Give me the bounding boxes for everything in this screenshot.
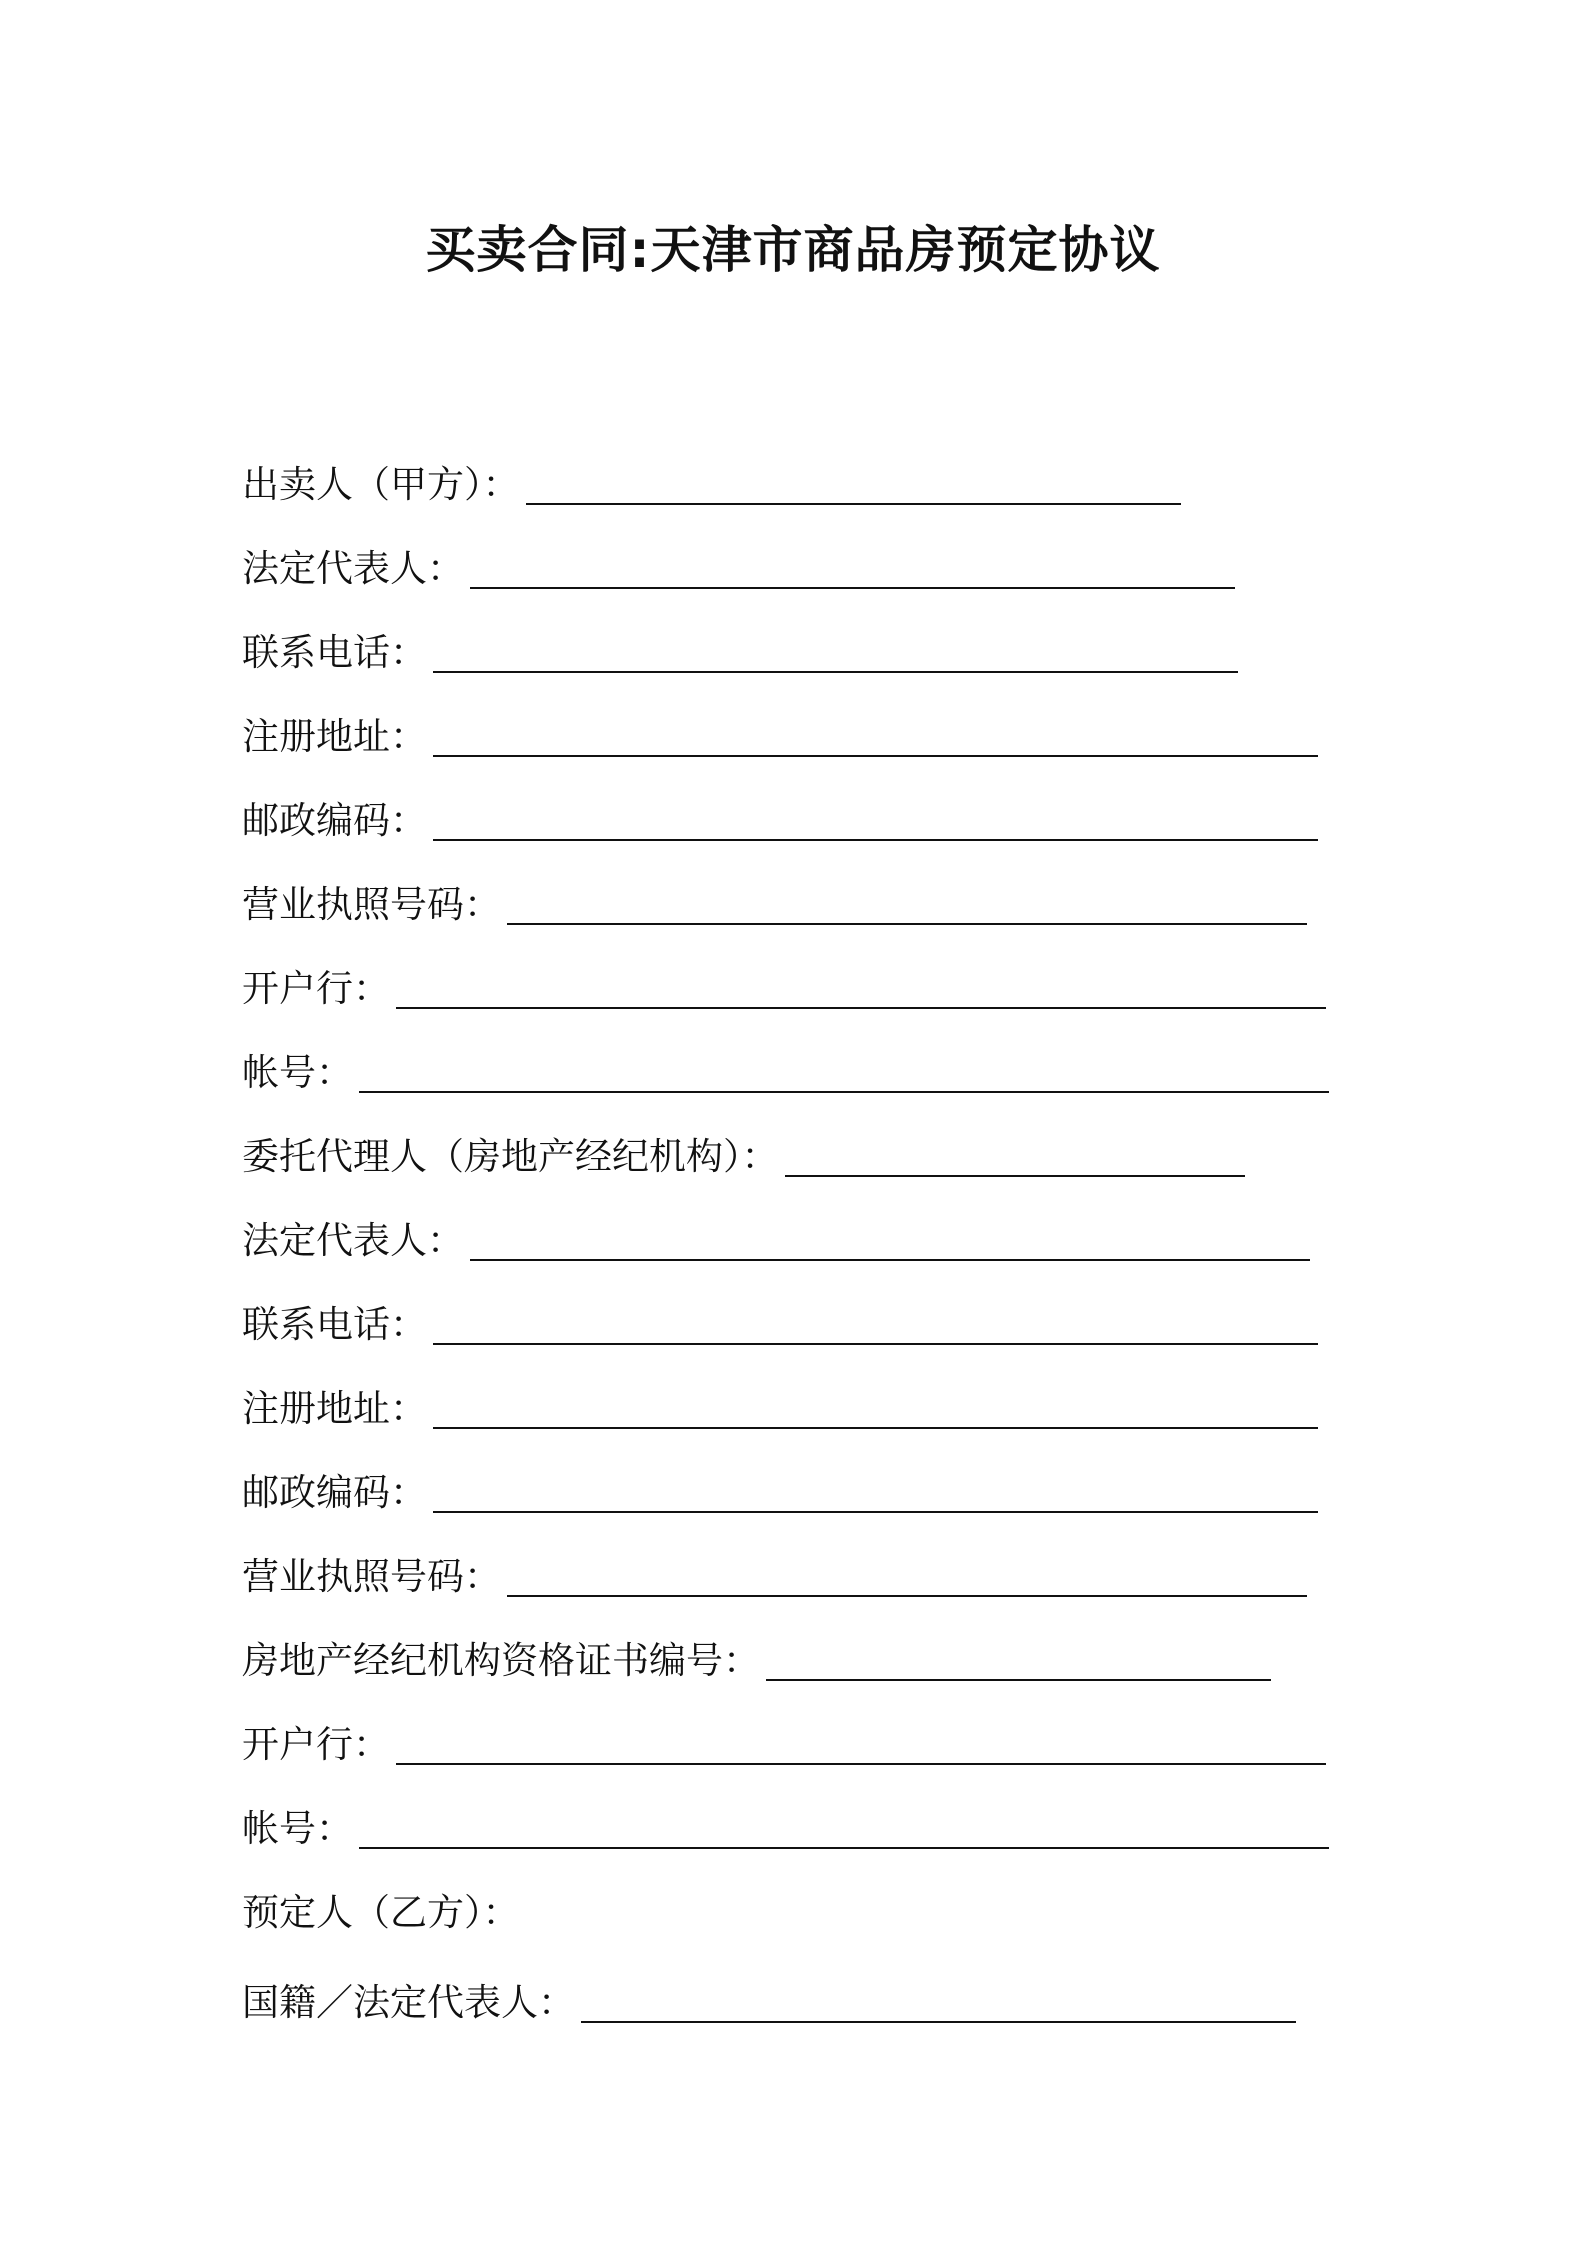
field-label: 国籍／法定代表人：: [242, 1981, 575, 2024]
field-label: 注册地址：: [242, 715, 427, 758]
field-label: 法定代表人：: [242, 547, 464, 590]
fill-in-blank[interactable]: [396, 963, 1326, 1009]
fill-in-blank[interactable]: [433, 1467, 1318, 1513]
field-row-agent-postcode: [242, 1463, 1442, 1547]
field-label: 帐号：: [242, 1051, 353, 1094]
fill-in-blank[interactable]: [359, 1047, 1329, 1093]
field-row-agent-phone: [242, 1295, 1442, 1379]
field-label: 帐号：: [242, 1807, 353, 1850]
field-label: 出卖人（甲方）：: [242, 463, 520, 506]
fill-in-blank[interactable]: [433, 795, 1318, 841]
fill-in-blank[interactable]: [766, 1635, 1271, 1681]
field-label: 营业执照号码：: [242, 1555, 501, 1598]
fill-in-blank[interactable]: [433, 1383, 1318, 1429]
field-label: 邮政编码：: [242, 799, 427, 842]
field-row-seller-bank: [242, 959, 1442, 1043]
fill-in-blank[interactable]: [507, 879, 1307, 925]
field-row-seller-license: [242, 875, 1442, 959]
field-row-buyer-nationality: [242, 1973, 1442, 2057]
field-row-seller-account: [242, 1043, 1442, 1127]
field-row-agent-legal-rep: [242, 1211, 1442, 1295]
fill-in-blank[interactable]: [581, 1977, 1296, 2023]
fill-in-blank[interactable]: [470, 1215, 1310, 1261]
fill-in-blank[interactable]: [359, 1803, 1329, 1849]
field-label: 注册地址：: [242, 1387, 427, 1430]
document-title: 买卖合同:天津市商品房预定协议: [425, 221, 1161, 279]
field-row-buyer: [242, 1883, 1442, 1973]
field-label: 开户行：: [242, 967, 390, 1010]
field-label: 预定人（乙方）：: [242, 1891, 520, 1934]
field-label: 委托代理人（房地产经纪机构）：: [242, 1135, 779, 1178]
fill-in-blank[interactable]: [433, 1299, 1318, 1345]
field-label: 联系电话：: [242, 1303, 427, 1346]
field-row-seller-legal-rep: [242, 539, 1442, 623]
fill-in-blank[interactable]: [433, 711, 1318, 757]
field-row-agent-license: [242, 1547, 1442, 1631]
field-row-seller-postcode: [242, 791, 1442, 875]
field-row-agent-address: [242, 1379, 1442, 1463]
party-info-fields: [242, 455, 1442, 2057]
field-row-agent: [242, 1127, 1442, 1211]
fill-in-blank[interactable]: [470, 543, 1235, 589]
field-row-agent-bank: [242, 1715, 1442, 1799]
fill-in-blank[interactable]: [785, 1131, 1245, 1177]
field-row-seller-address: [242, 707, 1442, 791]
field-label: 开户行：: [242, 1723, 390, 1766]
fill-in-blank[interactable]: [433, 627, 1238, 673]
field-row-seller: [242, 455, 1442, 539]
field-label: 邮政编码：: [242, 1471, 427, 1514]
fill-in-blank[interactable]: [396, 1719, 1326, 1765]
fill-in-blank[interactable]: [526, 459, 1181, 505]
field-label: 法定代表人：: [242, 1219, 464, 1262]
field-row-agent-certificate: [242, 1631, 1442, 1715]
field-label: 联系电话：: [242, 631, 427, 674]
field-row-agent-account: [242, 1799, 1442, 1883]
field-label: 房地产经纪机构资格证书编号：: [242, 1639, 760, 1682]
field-label: 营业执照号码：: [242, 883, 501, 926]
field-row-seller-phone: [242, 623, 1442, 707]
fill-in-blank[interactable]: [507, 1551, 1307, 1597]
